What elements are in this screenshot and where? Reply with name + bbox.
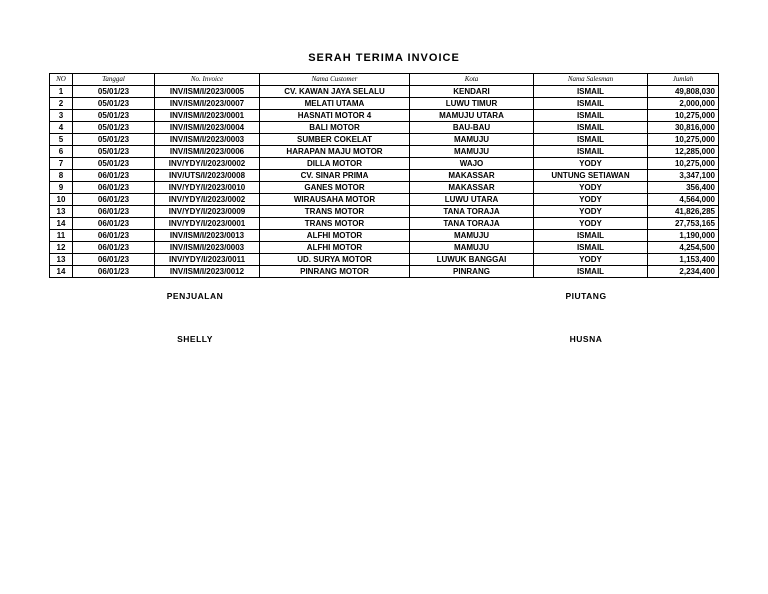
table-row (50, 254, 719, 266)
cell-tanggal: 05/01/23 (73, 122, 155, 134)
cell-jumlah: 10,275,000 (648, 158, 719, 170)
cell-tanggal: 05/01/23 (73, 146, 155, 158)
cell-no: 2 (50, 98, 73, 110)
cell-jumlah: 12,285,000 (648, 146, 719, 158)
cell-no-invoice: INV/ISM/I/2023/0005 (155, 86, 260, 98)
cell-nama-customer: UD. SURYA MOTOR (260, 254, 410, 266)
cell-nama-salesman: YODY (534, 182, 648, 194)
cell-kota: MAMUJU (410, 146, 534, 158)
cell-no-invoice: INV/YDY/I/2023/0002 (155, 158, 260, 170)
cell-nama-salesman: ISMAIL (534, 86, 648, 98)
cell-jumlah: 30,816,000 (648, 122, 719, 134)
cell-nama-customer: DILLA MOTOR (260, 158, 410, 170)
cell-no-invoice: INV/ISM/I/2023/0013 (155, 230, 260, 242)
cell-nama-customer: WIRAUSAHA MOTOR (260, 194, 410, 206)
cell-nama-salesman: ISMAIL (534, 266, 648, 278)
cell-tanggal: 05/01/23 (73, 110, 155, 122)
cell-nama-customer: BALI MOTOR (260, 122, 410, 134)
cell-no-invoice: INV/ISM/I/2023/0001 (155, 110, 260, 122)
cell-jumlah: 49,808,030 (648, 86, 719, 98)
cell-nama-salesman: UNTUNG SETIAWAN (534, 170, 648, 182)
cell-kota: MAKASSAR (410, 170, 534, 182)
cell-tanggal: 05/01/23 (73, 158, 155, 170)
cell-nama-salesman: YODY (534, 254, 648, 266)
cell-nama-customer: TRANS MOTOR (260, 206, 410, 218)
table-row (50, 122, 719, 134)
cell-nama-customer: HARAPAN MAJU MOTOR (260, 146, 410, 158)
table-row (50, 242, 719, 254)
cell-tanggal: 05/01/23 (73, 86, 155, 98)
cell-no: 4 (50, 122, 73, 134)
cell-kota: MAMUJU (410, 230, 534, 242)
cell-no-invoice: INV/UTS/I/2023/0008 (155, 170, 260, 182)
cell-no: 13 (50, 254, 73, 266)
table-row (50, 170, 719, 182)
cell-no: 12 (50, 242, 73, 254)
table-row (50, 98, 719, 110)
cell-no: 14 (50, 218, 73, 230)
cell-kota: TANA TORAJA (410, 206, 534, 218)
table-row (50, 194, 719, 206)
cell-no: 8 (50, 170, 73, 182)
cell-no: 5 (50, 134, 73, 146)
header-tanggal: Tanggal (73, 74, 155, 86)
header-kota: Kota (410, 74, 534, 86)
cell-nama-customer: GANES MOTOR (260, 182, 410, 194)
cell-nama-salesman: ISMAIL (534, 230, 648, 242)
cell-no-invoice: INV/ISM/I/2023/0007 (155, 98, 260, 110)
table-header-row (50, 74, 719, 86)
cell-tanggal: 06/01/23 (73, 218, 155, 230)
cell-tanggal: 06/01/23 (73, 182, 155, 194)
cell-nama-customer: CV. KAWAN JAYA SELALU (260, 86, 410, 98)
cell-jumlah: 356,400 (648, 182, 719, 194)
cell-no: 14 (50, 266, 73, 278)
cell-tanggal: 06/01/23 (73, 242, 155, 254)
cell-no: 3 (50, 110, 73, 122)
cell-no: 7 (50, 158, 73, 170)
cell-no-invoice: INV/YDY/I/2023/0002 (155, 194, 260, 206)
cell-kota: LUWUK BANGGAI (410, 254, 534, 266)
table-row (50, 266, 719, 278)
signature-role-piutang: PIUTANG (565, 291, 607, 301)
header-no: NO (50, 74, 73, 86)
header-jumlah: Jumlah (648, 74, 719, 86)
cell-kota: MAMUJU (410, 134, 534, 146)
cell-no: 11 (50, 230, 73, 242)
cell-nama-customer: HASNATI MOTOR 4 (260, 110, 410, 122)
cell-nama-salesman: ISMAIL (534, 98, 648, 110)
cell-tanggal: 06/01/23 (73, 206, 155, 218)
cell-kota: MAMUJU UTARA (410, 110, 534, 122)
document-title: SERAH TERIMA INVOICE (308, 52, 460, 64)
cell-nama-salesman: ISMAIL (534, 134, 648, 146)
table-row (50, 134, 719, 146)
table-row (50, 158, 719, 170)
cell-nama-salesman: YODY (534, 194, 648, 206)
cell-no-invoice: INV/YDY/I/2023/0011 (155, 254, 260, 266)
cell-tanggal: 06/01/23 (73, 170, 155, 182)
cell-no-invoice: INV/ISM/I/2023/0006 (155, 146, 260, 158)
signature-role-penjualan: PENJUALAN (166, 291, 224, 301)
cell-kota: PINRANG (410, 266, 534, 278)
cell-jumlah: 1,153,400 (648, 254, 719, 266)
cell-nama-customer: PINRANG MOTOR (260, 266, 410, 278)
invoice-table-body (50, 86, 719, 278)
cell-no-invoice: INV/YDY/I/2023/0001 (155, 218, 260, 230)
cell-nama-customer: ALFHI MOTOR (260, 230, 410, 242)
table-row (50, 218, 719, 230)
cell-kota: BAU-BAU (410, 122, 534, 134)
cell-no-invoice: INV/YDY/I/2023/0009 (155, 206, 260, 218)
cell-nama-customer: SUMBER COKELAT (260, 134, 410, 146)
cell-nama-salesman: YODY (534, 218, 648, 230)
cell-tanggal: 06/01/23 (73, 194, 155, 206)
header-nama-customer: Nama Customer (260, 74, 410, 86)
cell-no: 1 (50, 86, 73, 98)
cell-nama-salesman: YODY (534, 206, 648, 218)
cell-kota: MAMUJU (410, 242, 534, 254)
cell-kota: MAKASSAR (410, 182, 534, 194)
cell-jumlah: 3,347,100 (648, 170, 719, 182)
cell-jumlah: 10,275,000 (648, 134, 719, 146)
cell-jumlah: 27,753,165 (648, 218, 719, 230)
cell-nama-customer: ALFHI MOTOR (260, 242, 410, 254)
cell-tanggal: 06/01/23 (73, 266, 155, 278)
cell-jumlah: 41,826,285 (648, 206, 719, 218)
cell-nama-salesman: ISMAIL (534, 146, 648, 158)
cell-jumlah: 2,234,400 (648, 266, 719, 278)
invoice-table (49, 73, 719, 278)
cell-kota: LUWU UTARA (410, 194, 534, 206)
table-row (50, 110, 719, 122)
cell-nama-salesman: ISMAIL (534, 122, 648, 134)
cell-nama-customer: MELATI UTAMA (260, 98, 410, 110)
cell-no-invoice: INV/ISM/I/2023/0012 (155, 266, 260, 278)
cell-no-invoice: INV/YDY/I/2023/0010 (155, 182, 260, 194)
signature-name-shelly: SHELLY (177, 334, 213, 344)
cell-no-invoice: INV/ISM/I/2023/0003 (155, 242, 260, 254)
table-row (50, 206, 719, 218)
cell-jumlah: 2,000,000 (648, 98, 719, 110)
cell-nama-customer: TRANS MOTOR (260, 218, 410, 230)
cell-jumlah: 10,275,000 (648, 110, 719, 122)
table-row (50, 86, 719, 98)
table-row (50, 230, 719, 242)
cell-tanggal: 06/01/23 (73, 230, 155, 242)
cell-no: 9 (50, 182, 73, 194)
cell-no-invoice: INV/ISM/I/2023/0003 (155, 134, 260, 146)
cell-jumlah: 4,564,000 (648, 194, 719, 206)
cell-nama-salesman: YODY (534, 158, 648, 170)
cell-no-invoice: INV/ISM/I/2023/0004 (155, 122, 260, 134)
cell-kota: TANA TORAJA (410, 218, 534, 230)
header-no-invoice: No. Invoice (155, 74, 260, 86)
cell-tanggal: 05/01/23 (73, 98, 155, 110)
cell-nama-customer: CV. SINAR PRIMA (260, 170, 410, 182)
cell-no: 13 (50, 206, 73, 218)
cell-no: 10 (50, 194, 73, 206)
cell-nama-salesman: ISMAIL (534, 242, 648, 254)
cell-kota: WAJO (410, 158, 534, 170)
cell-kota: LUWU TIMUR (410, 98, 534, 110)
cell-tanggal: 05/01/23 (73, 134, 155, 146)
cell-jumlah: 4,254,500 (648, 242, 719, 254)
cell-no: 6 (50, 146, 73, 158)
cell-nama-salesman: ISMAIL (534, 110, 648, 122)
table-row (50, 182, 719, 194)
signature-name-husna: HUSNA (569, 334, 603, 344)
cell-tanggal: 06/01/23 (73, 254, 155, 266)
header-nama-salesman: Nama Salesman (534, 74, 648, 86)
cell-jumlah: 1,190,000 (648, 230, 719, 242)
cell-kota: KENDARI (410, 86, 534, 98)
table-row (50, 146, 719, 158)
